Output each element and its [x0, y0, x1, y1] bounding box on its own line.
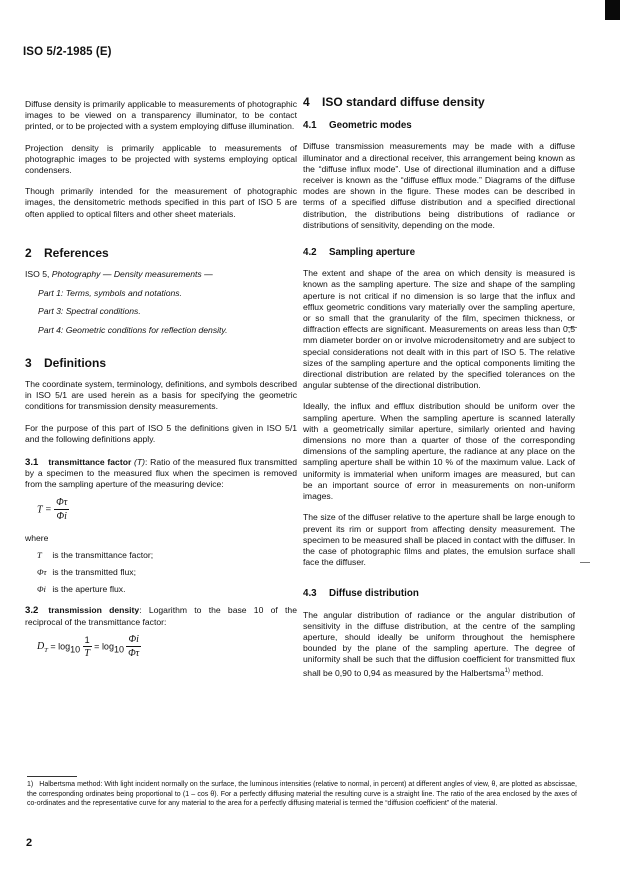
symbol-meaning: is the aperture flux. [52, 584, 126, 595]
formula-denominator: T [84, 647, 90, 659]
symbol: Φi [37, 584, 46, 595]
subsection-heading-sampling-aperture [303, 247, 575, 258]
formula-numerator: Φi [128, 633, 139, 645]
formula-fraction [83, 634, 92, 660]
section-heading-iso-standard-diffuse-density [303, 97, 575, 108]
formula-numerator: 1 [84, 634, 90, 645]
definition-term: transmittance factor [48, 457, 132, 468]
paragraph-text: The angular distribution of radiance or the angular distribution of sensitivity in the diffuse distribution, at the centre of the sampling aperture, should ideally be uniform throughout the hemisphere bounded by the plane of the sampling aperture. The degree of uniformity shall be such that the diffusion coefficient for transmitted flux shall be 0,90 to 0,94 as measured by the Halbertsma [303, 609, 575, 678]
definitions-paragraph: For the purpose of this part of ISO 5 the definitions given in ISO 5/1 and the following definitions apply. [25, 422, 297, 444]
paragraph-text: method. [509, 667, 544, 678]
formula-log-base: 10 [70, 644, 81, 655]
definition-number: 3.1 [25, 457, 39, 469]
formula-lhs [37, 641, 48, 655]
reference-part: Part 3: Spectral conditions. [38, 306, 141, 317]
section-number: 3 [25, 355, 32, 370]
geometric-modes-paragraph: Diffuse transmission measurements may be made with a diffuse illuminator and a directional receiver, this arrangement being known as the “diffuse influx mode”. Use of directional illumination and a diffuse receiver is known as the “diffuse efflux mode.” Diagrams of the diffuse modes are shown in the figure. These modes can be described in terms of a specified diffuse distribution and a specified directional distribution, the distributions being distributions of radiance or distributions of sensitivity, depending on the mode. [303, 141, 575, 230]
definition-text: : Ratio of the measured flux transmitted by a specimen to the measured flux when the specimen is removed from the sampling aperture of the measuring device: [25, 457, 298, 490]
definition-number: 3.2 [25, 605, 39, 617]
section-number: 2 [25, 245, 32, 260]
formula-log: log [101, 641, 114, 652]
section-heading-references [25, 245, 297, 260]
reference-part: Part 1: Terms, symbols and notations. [38, 288, 182, 299]
subsection-title: Geometric modes [329, 120, 412, 132]
symbol-definition [37, 567, 297, 578]
reference-part: Part 4: Geometric conditions for reflection density. [38, 324, 228, 335]
footnote-marker: 1) [27, 781, 34, 788]
document-id: ISO 5/2-1985 (E) [23, 46, 112, 58]
subsection-number: 4.1 [303, 120, 317, 132]
symbol: Φτ [37, 567, 47, 578]
definition-symbol: (T) [134, 457, 146, 468]
formula-fraction [54, 497, 69, 523]
reference-title: Photography — Density measurements — [51, 269, 213, 280]
sampling-aperture-paragraph: The size of the diffuser relative to the aperture shall be large enough to prevent its rim or support from affecting density measurement. The specimen to be measured shall be placed in contact with the diffuser. In the case of photographic films and plates, the emulsion surface shall face the diffuser. [303, 512, 575, 568]
footnote-reference[interactable]: 1) [504, 667, 510, 674]
subsection-title: Sampling aperture [329, 247, 416, 259]
transmittance-formula [25, 497, 297, 531]
definition-3-1 [25, 457, 297, 491]
definition-text: : Logarithm to the base 10 of the reciprocal of the transmittance factor: [25, 605, 297, 627]
formula-numerator: Φτ [56, 496, 68, 508]
formula-lhs: T = [37, 503, 52, 515]
intro-paragraph: Diffuse density is primarily applicable to measurements of photographic images to be viewed on a transparency illuminator, to be contact printed, or to be projected with a system employing diffuse illumination. [25, 99, 297, 132]
sampling-aperture-paragraph: Ideally, the influx and efflux distribution should be uniform over the sampling aperture. When the sampling aperture is scanned laterally with a geometrically similar aperture, similarly oriented and having dimensions no more than a quarter of those of the corresponding dimensions of the sampling aperture, the radiance at any place on the sampling aperture shall be within 10 % of the maximum value. Lack of uniformity is immaterial when uniform images are measured, but can be an important source of error in measurements on non-uniform images. [303, 401, 575, 502]
intro-paragraph: Projection density is primarily applicable to measurements of photographic images to be projected with systems employing optical condensers. [25, 142, 297, 176]
transmission-density-formula [25, 634, 297, 668]
definition-3-2 [25, 605, 297, 627]
subsection-number: 4.2 [303, 247, 317, 259]
subsection-heading-diffuse-distribution [303, 588, 575, 599]
section-heading-definitions [25, 355, 297, 370]
section-number: 4 [303, 95, 310, 109]
symbol-definitions-list [25, 550, 297, 596]
sampling-aperture-paragraph: The extent and shape of the area on which density is measured is known as the sampling aperture. The size and shape of the sampling aperture is not critical if no dimension is so large that the influx and efflux geometric conditions vary materially over the sampling aperture, or so small that the granularity of the film, specimen thickness, or diffraction effects are significant. Measurements on areas less than 0,5 mm diameter border on or involve microdensitometry and are subject to special considerations not dealt with in this part of ISO 5. The relative sizes of the sampling aperture and the optical components limiting the directional distribution are related by the specified tolerances on the angular subtense of the directional distribution. [303, 268, 575, 391]
formula-equals: = [94, 641, 100, 652]
subsection-title: Diffuse distribution [329, 588, 419, 600]
right-column [303, 95, 575, 689]
page-number: 2 [26, 837, 33, 849]
definitions-paragraph: The coordinate system, terminology, definitions, and symbols described in ISO 5/1 are used herein as a basis for specifying the geometric conditions for transmission density measurements. [25, 379, 297, 412]
symbol-definition [37, 584, 297, 595]
diffuse-distribution-paragraph [303, 610, 575, 679]
footnote-divider [27, 776, 77, 777]
formula-equals: = [50, 641, 56, 652]
section-title: Definitions [44, 355, 106, 370]
intro-paragraph: Though primarily intended for the measurement of photographic images, the densitometric methods specified in this part of ISO 5 are often applied to optical filters and other sheet materials. [25, 186, 297, 219]
scan-artifact [580, 562, 590, 563]
definition-term: transmission density [48, 605, 140, 616]
reference-prefix: ISO 5, [25, 269, 52, 280]
left-column [25, 99, 297, 668]
symbol: T [37, 549, 42, 560]
formula-symbol: D [37, 641, 45, 653]
footnote-text: Halbertsma method: With light incident normally on the surface, the luminous intensities (relative to normal, in percent) at different angles of view, θ, are plotted as abscissae, the corresponding ordinates being proportional to (1 – cos θ). For a perfectly diffusing material the resulting curve is a straight line. The ratio of the area enclosed by the axes of co-ordinates and the representative curve for any material to the area for a perfectly diffusing material is termed the “diffusion coefficient” of the material. [27, 781, 577, 808]
reference-parts-list [25, 288, 297, 336]
footnote [27, 780, 577, 809]
formula-log: log [58, 641, 71, 652]
formula-subscript: T [44, 647, 48, 655]
symbol-meaning: is the transmitted flux; [52, 567, 136, 578]
formula-fraction [126, 634, 140, 660]
symbol-definition [37, 550, 297, 561]
scan-registration-mark [605, 0, 620, 20]
subsection-number: 4.3 [303, 588, 317, 600]
section-title: ISO standard diffuse density [322, 95, 485, 109]
formula-denominator: Φi [56, 510, 67, 522]
where-label: where [25, 532, 49, 543]
subsection-heading-geometric-modes [303, 120, 575, 131]
formula-denominator: Φτ [128, 647, 140, 659]
formula-log-base: 10 [113, 644, 124, 655]
reference-entry [25, 269, 297, 280]
symbol-meaning: is the transmittance factor; [52, 549, 154, 560]
section-title: References [44, 245, 109, 260]
